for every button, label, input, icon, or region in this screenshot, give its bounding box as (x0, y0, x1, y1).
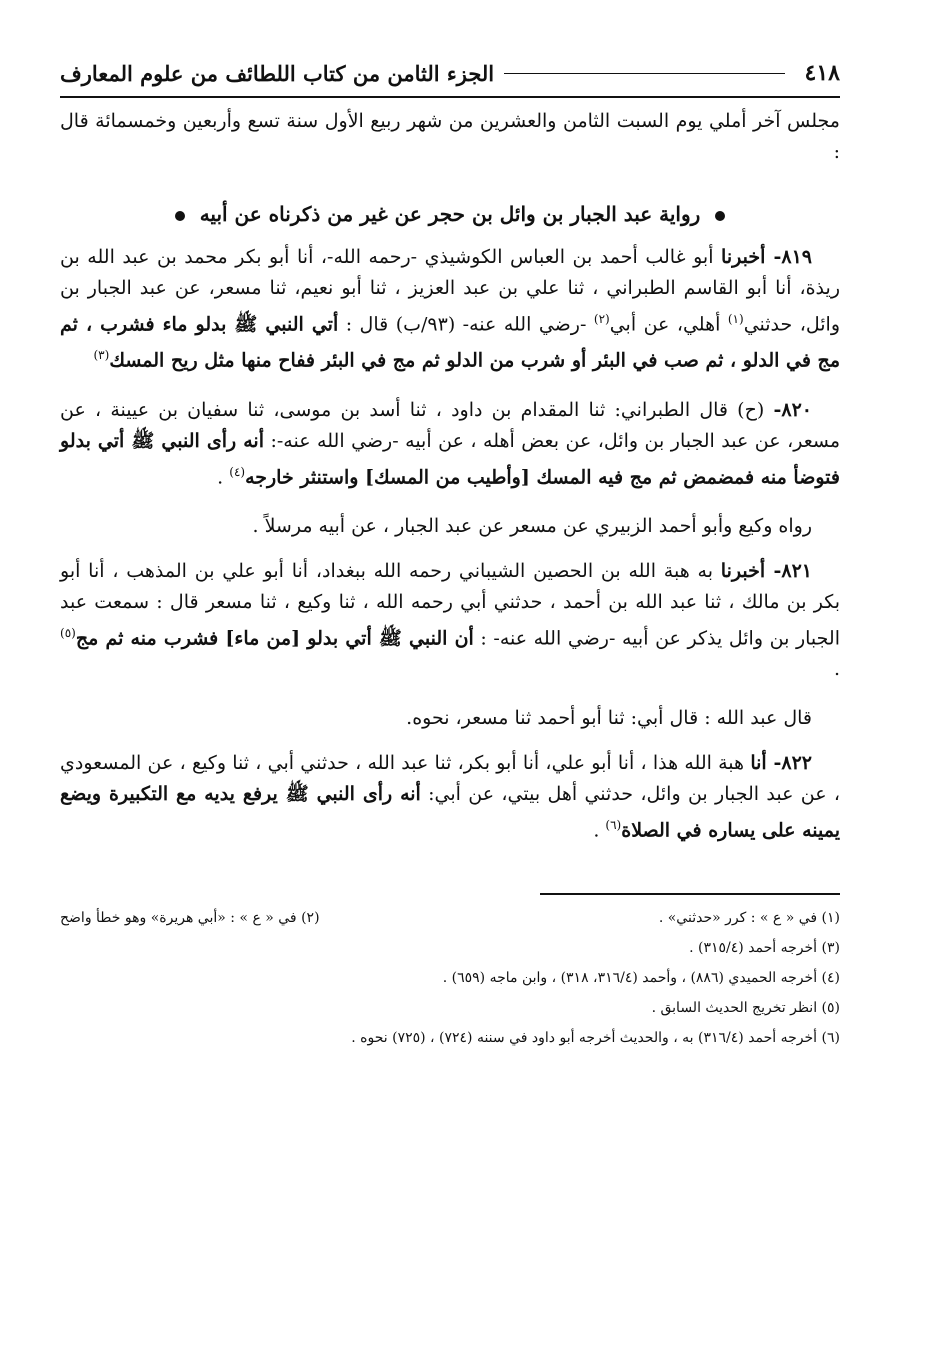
intro-paragraph: مجلس آخر أملي يوم السبت الثامن والعشرين من شهر ربيع الأول سنة تسع وأربعين وخمسمائة قال : (60, 110, 840, 163)
footnote-separator (540, 893, 840, 895)
hadith-text: به هبة الله بن الحصين الشيباني رحمه الله ببغداد، أنا أبو علي بن المذهب ، أنا أبو بكر بن مالك ، ثنا عبد الله بن أحمد ، حدثني أبي رحمه الله ، ثنا وكيع ، ثنا مسعر قال : سمعت عبد الجبار بن وائل يذكر عن أبيه -رضي الله عنه- : (60, 559, 840, 650)
footnote-2: (٢) في « ع » : «أبي هريرة» وهو خطأ واضح (60, 909, 320, 926)
footnotes (60, 903, 840, 1053)
footnote-6: (٦) أخرجه أحمد (٣١٦/٤) به ، والحديث أخرجه أبو داود في سننه (٧٢٤) ، (٧٢٥) نحوه . (351, 1029, 840, 1046)
section-heading (60, 202, 840, 226)
hadith-number: ٨١٩- أخبرنا (721, 246, 813, 268)
page-number: ٤١٨ (804, 60, 840, 86)
footnote-ref: (١) (727, 312, 744, 326)
abdullah-note: قال عبد الله : قال أبي: ثنا أبو أحمد ثنا مسعر، نحوه. (406, 707, 812, 730)
footnote-ref: (٣) (93, 348, 110, 363)
hadith-number: ٨٢٠- (773, 398, 812, 421)
footnote-1: (١) في « ع » : كرر «حدثني» . (658, 909, 840, 926)
header-title: الجزء الثامن من كتاب اللطائف من علوم المعارف (60, 60, 495, 86)
hadith-number: ٨٢٢- أنا (750, 752, 813, 775)
hadith-821 (60, 556, 840, 685)
footnote-4: (٤) أخرجه الحميدي (٨٨٦) ، وأحمد (٣١٦/٤، ٣١٨) ، وابن ماجه (٦٥٩) . (442, 969, 840, 986)
hadith-matn: أنه رأى النبي ﷺ يرفع يديه مع التكبيرة ويضع يمينه على يساره في الصلاة (60, 783, 840, 842)
hadith-matn: أنه رأى النبي ﷺ أتي بدلو فتوضأ منه فمضمض ثم مج فيه المسك [وأطيب من المسك] واستنثر خارجه (60, 429, 840, 488)
footnote-5: (٥) انظر تخريج الحديث السابق . (651, 999, 840, 1016)
hadith-820 (60, 395, 840, 493)
hadith-end: . (593, 819, 600, 842)
footnote-row (60, 903, 840, 933)
section-heading-text: رواية عبد الجبار بن وائل بن حجر عن غير من ذكرناه عن أبيه (199, 202, 701, 226)
footnote-ref: (٢) (593, 312, 610, 326)
hadith-text: -رضي الله عنه- (٩٣/ب) قال : (345, 313, 587, 336)
hadith-text: (ح) قال الطبراني: ثنا المقدام بن داود ، ثنا أسد بن موسى، ثنا سفيان بن عيينة ، عن مسعر، عن عبد الجبار بن وائل، عن بعض أهله ، عن أبيه -رضي الله عنه-: (60, 398, 841, 452)
running-header (60, 52, 840, 98)
footnote-ref: (٥) (60, 625, 76, 640)
hadith-819 (60, 242, 840, 377)
footnote-3: (٣) أخرجه أحمد (٣١٥/٤) . (689, 939, 840, 956)
hadith-text: أهلي، عن أبي (609, 313, 721, 336)
footnote-ref: (٤) (229, 464, 246, 479)
document-page (60, 52, 840, 1053)
bullet-icon (715, 211, 725, 221)
bullet-icon (175, 211, 185, 221)
hadith-text: هبة الله هذا ، أنا أبو علي، أنا أبو بكر، ثنا عبد الله ، حدثني أبي ، ثنا وكيع ، عن المسعودي ، عن عبد الجبار بن وائل، حدثني أهل بيتي، عن أبي: (60, 752, 840, 806)
footnote-ref: (٦) (605, 818, 622, 833)
hadith-number: ٨٢١- أخبرنا (720, 559, 812, 582)
narration-note: رواه وكيع وأبو أحمد الزبيري عن مسعر عن عبد الجبار ، عن أبيه مرسلاً . (252, 514, 812, 537)
hadith-matn: أن النبي ﷺ أتي بدلو [من ماء] فشرب منه ثم مج (75, 627, 474, 650)
hadith-822 (60, 748, 840, 846)
footnote-separator-wrap (60, 865, 840, 903)
header-rule (504, 73, 784, 74)
hadith-text: أبو غالب أحمد بن العباس الكوشيذي -رحمه الله-، أنا أبو بكر محمد بن عبد الله بن ريذة، أنا أبو القاسم الطبراني ، ثنا علي بن عبد العزيز ، ثنا أبو نعيم، ثنا مسعر، عن عبد الجبار بن وائل، حدثني (60, 246, 840, 336)
hadith-matn: أتي النبي ﷺ بدلو ماء فشرب ، ثم مج في الدلو ، ثم صب في البئر أو شرب من الدلو ثم مج في البئر ففاح منها مثل ريح المسك (60, 313, 840, 372)
hadith-end: . (217, 465, 224, 488)
hadith-end: . (833, 658, 840, 681)
